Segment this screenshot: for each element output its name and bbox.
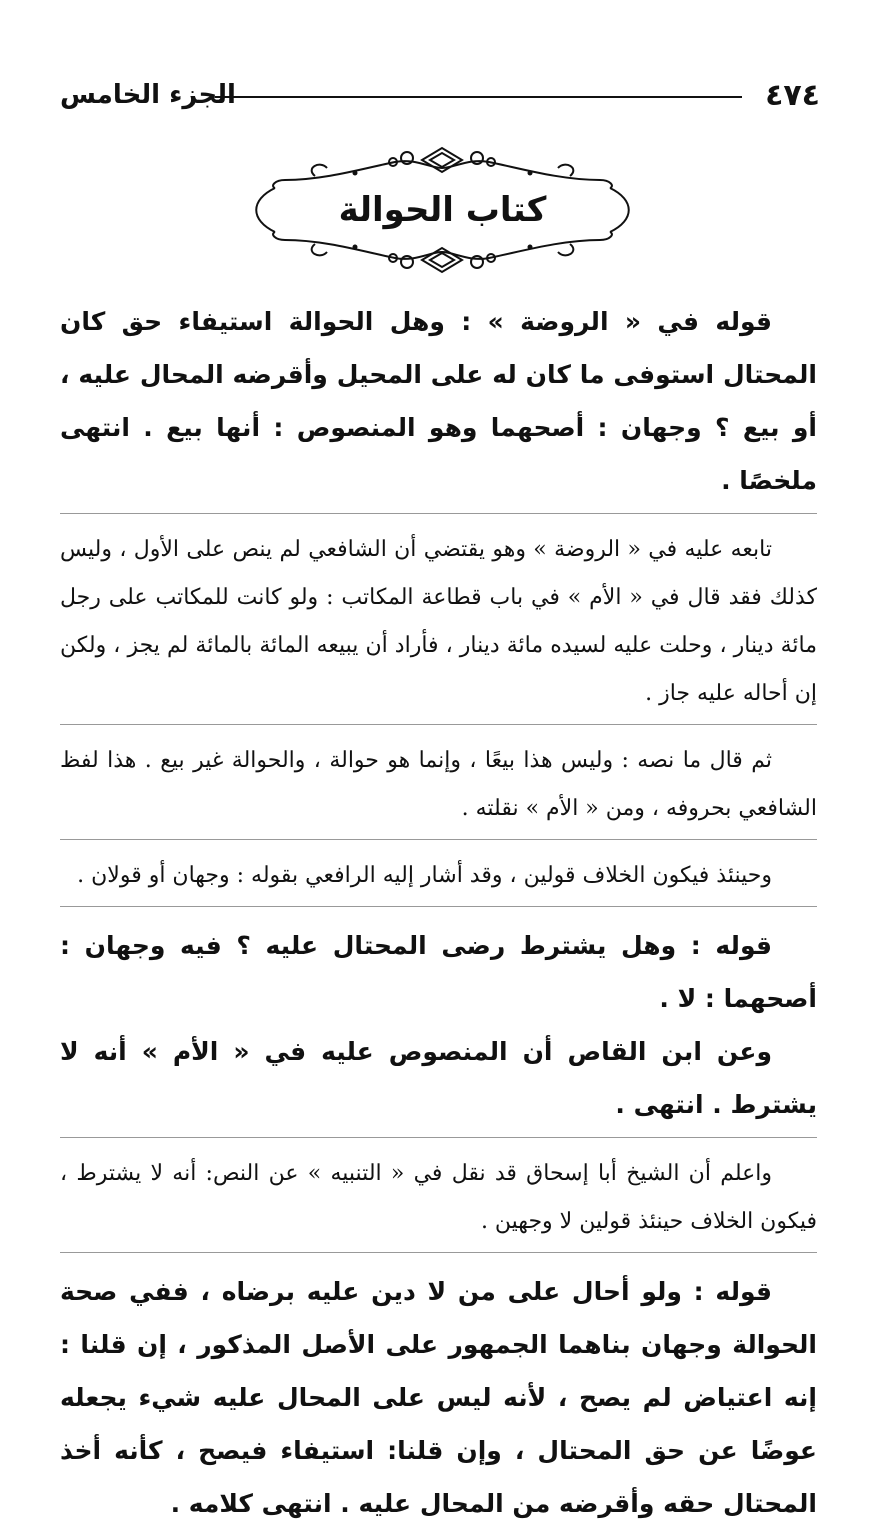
paragraph-quote-4: قوله : ولو أحال على من لا دين عليه برضاه ، ففي صحة الحوالة وجهان بناهما الجمهور على الأصل المذكور ، إن قلنا : إنه اعتياض لم يصح ، لأنه ليس على المحال عليه شيء يجعله عوضًا عن حق المحتال ، وإن قلنا: استيفاء فيصح ، كأنه أخذ المحتال حقه وأقرضه من المحال عليه . انتهى كلامه . [60,1277,817,1518]
part-title: الجزء الخامس [60,80,236,110]
paragraph-quote-3: وعن ابن القاص أن المنصوص عليه في « الأم » أنه لا يشترط . انتهى . [60,1037,817,1119]
paragraph-divider [60,906,817,919]
paragraph-divider [60,1252,817,1265]
paragraph-divider [60,1137,817,1150]
paragraph-divider [60,513,817,526]
paragraph-commentary-2: ثم قال ما نصه : وليس هذا بيعًا ، وإنما هو حوالة ، والحوالة غير بيع . هذا لفظ الشافعي بحروفه ، ومن « الأم » نقلته . [60,748,817,821]
paragraph-commentary-3: وحينئذ فيكون الخلاف قولين ، وقد أشار إليه الرافعي بقوله : وجهان أو قولان . [77,863,772,888]
chapter-title: كتاب الحوالة [338,190,547,230]
paragraph-quote-2: قوله : وهل يشترط رضى المحتال عليه ؟ فيه وجهان : أصحهما : لا . [60,931,817,1013]
running-header [60,78,820,118]
paragraph-divider [60,724,817,737]
page-number: ٤٧٤ [765,78,820,113]
paragraph-commentary-4: واعلم أن الشيخ أبا إسحاق قد نقل في « التنبيه » عن النص: أنه لا يشترط ، فيكون الخلاف حينئذ قولين لا وجهين . [60,1161,817,1234]
paragraph-commentary-1: تابعه عليه في « الروضة » وهو يقتضي أن الشافعي لم ينص على الأول ، وليس كذلك فقد قال في « الأم » في باب قطاعة المكاتب : ولو كانت للمكاتب على رجل مائة دينار ، وحلت عليه لسيده مائة دينار ، فأراد أن يبيعه المائة بالمائة لم يجز ، ولكن إن أحاله عليه جاز . [60,537,817,706]
paragraph-quote-1: قوله في « الروضة » : وهل الحوالة استيفاء حق كان المحتال استوفى ما كان له على المحيل وأقرضه المحال عليه ، أو بيع ؟ وجهان : أصحهما وهو المنصوص : أنها بيع . انتهى ملخصًا . [60,307,817,495]
header-rule [215,96,742,98]
body-text [60,295,817,1530]
paragraph-divider [60,839,817,852]
